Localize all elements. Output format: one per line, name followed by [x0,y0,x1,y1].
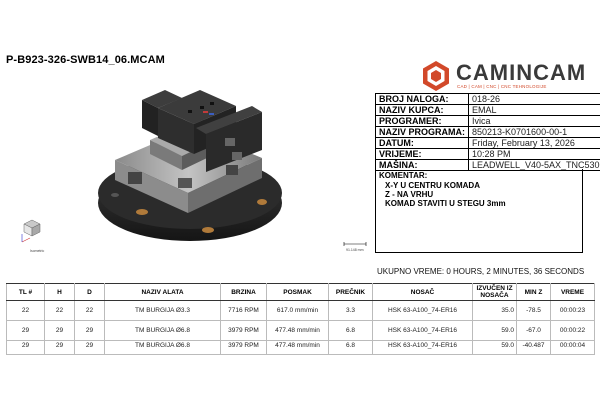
cell: 00:00:04 [551,341,595,355]
komentar-line: X-Y U CENTRU KOMADA [385,181,480,190]
tools-header-row [7,284,595,301]
logo-name: CAMINCAM [456,60,587,85]
cell: -40.487 [517,341,551,355]
info-row [376,127,600,138]
cell: 22 [45,301,75,321]
cell: TM BURGIJA Ø3.3 [105,301,221,321]
column-header: H [45,284,75,301]
column-header: VREME [551,284,595,301]
info-label: NAZIV KUPCA: [376,105,469,116]
cell: 7716 RPM [221,301,267,321]
cell: -67.0 [517,321,551,341]
view-cube-label: Isometric [30,249,45,253]
info-label: NAZIV PROGRAMA: [376,127,469,138]
fixture-render-image [0,80,370,260]
info-value: Friday, February 13, 2026 [469,138,600,149]
cell: 59.0 [473,321,517,341]
komentar-line: Z - NA VRHU [385,190,434,199]
cell: 6.8 [329,321,373,341]
table-row [7,321,595,341]
info-label: MAŠINA: [376,160,469,171]
camincam-logo-icon [420,60,452,92]
cell: 477.48 mm/min [267,341,329,355]
cell: 29 [7,321,45,341]
cell: -78.5 [517,301,551,321]
table-row [7,301,595,321]
table-row [7,341,595,355]
cell: 29 [7,341,45,355]
column-header: MIN Z [517,284,551,301]
cell: HSK 63-A100_74-ER16 [373,321,473,341]
logo-subtitle: CAD | CAM | CNC | CNC TEHNOLOGIJE [457,84,547,89]
info-row [376,116,600,127]
info-label: VRIJEME: [376,149,469,160]
info-value: EMAL [469,105,600,116]
komentar-label: KOMENTAR: [379,171,428,180]
column-header: NOSAČ [373,284,473,301]
cell: 29 [75,341,105,355]
cell: 35.0 [473,301,517,321]
info-label: BROJ NALOGA: [376,94,469,105]
info-value: 10:28 PM [469,149,600,160]
cell: 6.8 [329,341,373,355]
column-header: BRZINA [221,284,267,301]
info-value: 018-26 [469,94,600,105]
cell: 3.3 [329,301,373,321]
scale-bar-label: 91.148 mm [346,248,364,252]
cell: 617.0 mm/min [267,301,329,321]
program-info-table [375,93,600,171]
column-header: POSMAK [267,284,329,301]
total-time: UKUPNO VREME: 0 HOURS, 2 MINUTES, 36 SECONDS [377,267,585,276]
cell: HSK 63-A100_74-ER16 [373,301,473,321]
info-row [376,105,600,116]
view-cube-icon [22,220,40,242]
info-row [376,138,600,149]
cell: 00:00:22 [551,321,595,341]
column-header: D [75,284,105,301]
camincam-logo [420,60,590,94]
info-row [376,149,600,160]
column-header: PREČNIK [329,284,373,301]
tools-table [6,283,595,355]
cell: 477.48 mm/min [267,321,329,341]
info-value: LEADWELL_V40-5AX_TNC530 [469,160,600,171]
info-label: DATUM: [376,138,469,149]
column-header: NAZIV ALATA [105,284,221,301]
cell: 29 [75,321,105,341]
cell: HSK 63-A100_74-ER16 [373,341,473,355]
cell: 22 [7,301,45,321]
cell: 3979 RPM [221,341,267,355]
info-value: 850213-K0701600-00-1 [469,127,600,138]
cell: 00:00:23 [551,301,595,321]
column-header: IZVUČEN IZ NOSAČA [473,284,517,301]
column-header: TL # [7,284,45,301]
info-value: Ivica [469,116,600,127]
info-label: PROGRAMER: [376,116,469,127]
cell: TM BURGIJA Ø6.8 [105,321,221,341]
komentar-line: KOMAD STAVITI U STEGU 3mm [385,199,506,208]
cell: 3979 RPM [221,321,267,341]
cell: 22 [75,301,105,321]
document-title: P-B923-326-SWB14_06.MCAM [6,54,165,66]
cell: 59.0 [473,341,517,355]
cell: TM BURGIJA Ø6.8 [105,341,221,355]
info-row [376,94,600,105]
komentar-box [375,169,583,253]
cell: 29 [45,341,75,355]
scale-bar-icon [344,242,366,246]
cell: 29 [45,321,75,341]
